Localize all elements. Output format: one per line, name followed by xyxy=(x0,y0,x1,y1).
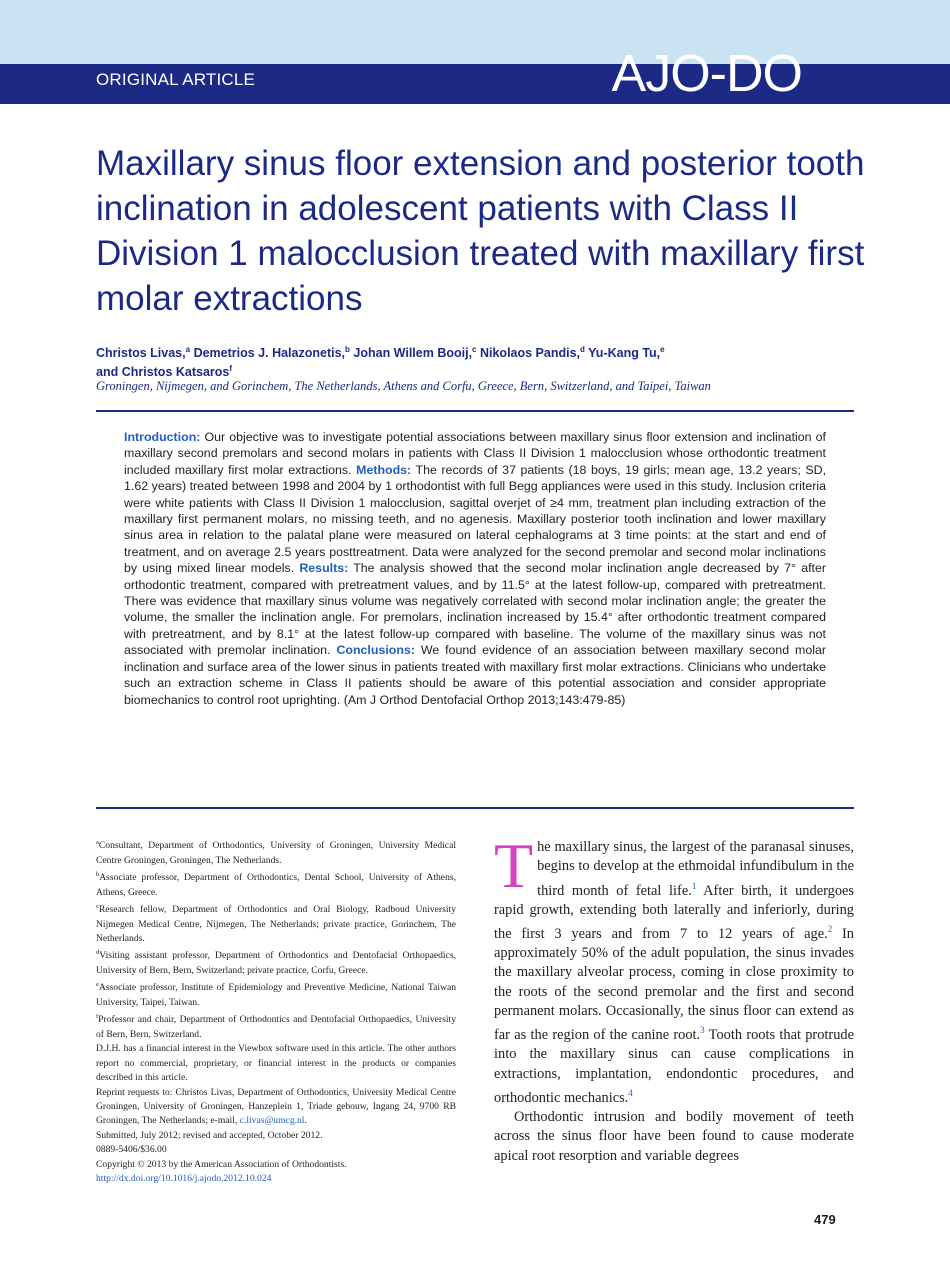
author-name: Demetrios J. Halazonetis, xyxy=(193,346,346,361)
reference-link[interactable]: 1 xyxy=(691,880,697,891)
abstract-conclusions-text: We found evidence of an association between maxillary second molar inclination and surface area of the lower sinus in patients treated with maxillary first molar extractions. Clinicians who undertake such an extraction scheme in Class II patients should be aware of this potential association and consider appropriate biomechanics to control root uprighting. (Am J Orthod Dentofacial Orthop 2013;143:479-85) xyxy=(124,643,826,707)
author-name: Johan Willem Booij, xyxy=(353,346,473,361)
abstract-conclusions-label: Conclusions: xyxy=(336,643,415,658)
footnote-e: $^e$Associate professor, Institute of Epidemiology and Preventive Medicine, National Taiwan University, Taipei, Taiwan. xyxy=(96,981,456,1008)
author-affiliation-mark: a xyxy=(185,345,191,354)
abstract-introduction-text: Our objective was to investigate potential associations between maxillary sinus floor extension and inclination of maxillary second premolars and second molars in patients with Class II Division 1 malocclusion whose orthodontic treatment included maxillary first molar extractions. xyxy=(124,430,826,477)
page-number: 479 xyxy=(814,1212,836,1227)
footnote-submitted: Submitted, July 2012; revised and accepted, October 2012. xyxy=(96,1129,323,1141)
author-name: and Christos Katsaros xyxy=(96,365,230,380)
footnote-issn: 0889-5406/$36.00 xyxy=(96,1144,167,1156)
affiliation-line: Groningen, Nijmegen, and Gorinchem, The Netherlands, Athens and Corfu, Greece, Bern, Switzerland, and Taipei, Taiwan xyxy=(96,379,711,393)
footnote-b: $^b$Associate professor, Department of Orthodontics, Dental School, University of Athens, Athens, Greece. xyxy=(96,871,456,898)
abstract-results-text: The analysis showed that the second molar inclination angle decreased by 7° after orthodontic treatment, compared with pretreatment values, and by 11.5° at the latest follow-up, compared with pretreatment. There was evidence that maxillary sinus volume was negatively correlated with second molar inclination angle; the greater the volume, the smaller the inclination angle. For premolars, inclination increased by 15.4° after orthodontic treatment compared with pretreatment, and by 8.1° at the latest follow-up compared with baseline. The volume of the maxillary sinus was not associated with premolar inclination. xyxy=(124,561,826,658)
header-band xyxy=(0,0,950,64)
article-title: Maxillary sinus floor extension and posterior tooth inclination in adolescent patients with Class II Division 1 malocclusion treated with maxillary first molar extractions xyxy=(96,144,865,318)
footnote-c: $^c$Research fellow, Department of Orthodontics and Oral Biology, Radboud University Nijmegen Medical Centre, Nijmegen, The Netherlands; private practice, Gorinchem, The Netherlands. xyxy=(96,903,456,944)
author-affiliation-mark: f xyxy=(229,364,233,374)
author-name: Christos Livas, xyxy=(96,346,186,361)
doi-link[interactable]: http://dx.doi.org/10.1016/j.ajodo.2012.10.024 xyxy=(96,1173,272,1185)
reference-link[interactable]: 2 xyxy=(827,923,833,934)
author-affiliation-mark: c xyxy=(472,345,477,354)
body-column xyxy=(494,830,855,1166)
footnote-a: $^a$Consultant, Department of Orthodontics, University of Groningen, University Medical Centre Groningen, Groningen, The Netherlands. xyxy=(96,839,456,866)
footnotes xyxy=(96,836,456,1186)
abstract xyxy=(124,429,826,708)
abstract-introduction-label: Introduction: xyxy=(124,430,201,444)
abstract-methods-label: Methods: xyxy=(356,462,412,477)
reference-link[interactable]: 4 xyxy=(628,1087,633,1098)
footnote-d: $^d$Visiting assistant professor, Department of Orthodontics and Dentofacial Orthopaedics, University of Bern, Bern, Switzerland; private practice, Corfu, Greece. xyxy=(96,949,456,976)
body-paragraph-2: Orthodontic intrusion and bodily movement of teeth across the sinus floor have been found to cause moderate apical root resorption and variable degrees xyxy=(494,1109,854,1164)
author-affiliation-mark: e xyxy=(660,345,665,354)
drop-cap: T xyxy=(494,830,534,901)
abstract-methods-text: The records of 37 patients (18 boys, 19 girls; mean age, 13.2 years; SD, 1.62 years) treated between 1998 and 2004 by 1 orthodontist with full Begg appliances were used in this study. Inclusion criteria were white patients with Class II Division 1 malocclusion, sagittal overjet of ≥4 mm, treatment plan including extraction of the maxillary first permanent molars, no missing teeth, and no agenesis. Maxillary posterior tooth inclination and lower maxillary sinus area in relation to the palatal plane were measured on lateral cephalograms at 3 time points: at the start and end of treatment, and on average 2.5 years posttreatment. Data were analyzed for the second premolar and second molar inclinations by using mixed linear models. xyxy=(124,462,827,576)
section-label: ORIGINAL ARTICLE xyxy=(96,70,256,89)
journal-logo: AJO-DO xyxy=(611,45,802,103)
abstract-results-label: Results: xyxy=(299,561,349,576)
footnote-disclosure: D.J.H. has a financial interest in the Viewbox software used in this article. The other authors report no commercial, proprietary, or financial interest in the products or companies described in this article. xyxy=(96,1043,456,1084)
email-link[interactable]: c.livas@umcg.nl xyxy=(239,1115,305,1127)
divider-bottom xyxy=(96,807,854,809)
footnote-f: $^f$Professor and chair, Department of Orthodontics and Dentofacial Orthopaedics, University of Bern, Bern, Switzerland. xyxy=(96,1013,456,1040)
body-paragraph-1: The maxillary sinus, the largest of the paranasal sinuses, begins to develop at the ethmoidal infundibulum in the third month of fetal life.$^1$ After birth, it undergoes rapid growth, extending both laterally and inferiorly, during the first 3 years and from 7 to 12 years of age.$^2$ In approximately 50% of the adult population, the sinus invades the maxillary alveolar process, coming in close proximity to the roots of the second premolar and the first and second permanent molars. Occasionally, the sinus floor can extend as far as the region of the canine root.$^3$ Tooth roots that protrude into the maxillary sinus can cause complications in extractions, implantation, endondontic procedures, and orthodontic mechanics.$^4$ xyxy=(494,830,855,1106)
footnote-reprint: Reprint requests to: Christos Livas, Department of Orthodontics, University Medical Centre Groningen, University of Groningen, Hanzeplein 1, Triade gebouw, Ingang 24, 9700 RB Groningen, The Netherlands; e-mail, c.livas@umcg.nl. xyxy=(96,1086,456,1127)
author-affiliation-mark: d xyxy=(580,345,585,354)
author-list xyxy=(96,342,856,380)
author-name: Yu-Kang Tu, xyxy=(588,346,661,361)
divider-top xyxy=(96,410,854,412)
footnote-copyright: Copyright © 2013 by the American Association of Orthodontists. xyxy=(96,1158,347,1170)
author-affiliation-mark: b xyxy=(345,345,350,354)
reference-link[interactable]: 3 xyxy=(700,1025,705,1036)
author-name: Nikolaos Pandis, xyxy=(479,346,581,361)
